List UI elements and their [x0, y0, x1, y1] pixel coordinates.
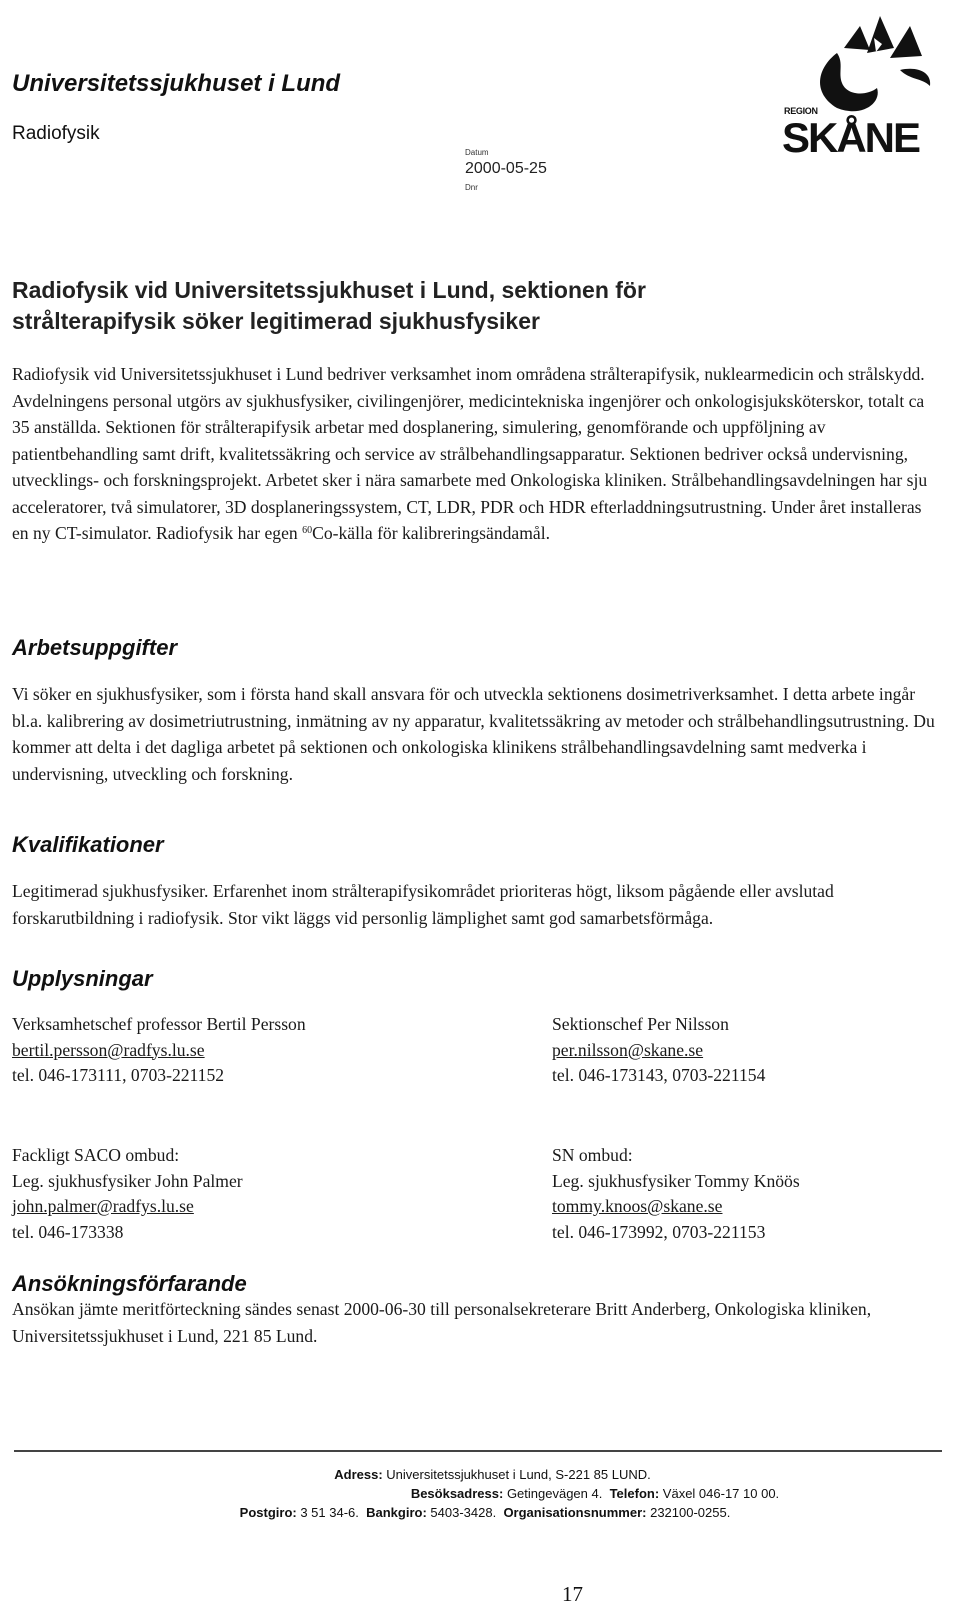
arbetsuppgifter-paragraph: [12, 681, 942, 787]
footer-visit: Getingevägen 4.: [506, 1486, 603, 1501]
contact-phone: tel. 046-173111, 0703-221152: [12, 1065, 225, 1085]
contact-role: Leg. sjukhusfysiker John Palmer: [12, 1170, 243, 1191]
contact-email-link[interactable]: per.nilsson@skane.se: [552, 1039, 704, 1060]
contact-email-link[interactable]: bertil.persson@radfys.lu.se: [12, 1039, 205, 1060]
intro-paragraph: [12, 361, 942, 547]
arbetsuppgifter-text: Vi söker en sjukhusfysiker, som i första hand skall ansvara för och utveckla sektionens dosimetriverksamhet. I detta arbete ingår bl.a. kalibrering av dosimetriutrustning, inmätning av ny apparatur, kvalitetssäkring av metoder och strålbehandlingsutrustning. Du kommer att delta i det dagliga arbetet på sektionen och onkologiska klinikens strålbehandlingsavdelning samt medverka i undervisning, utveckling och forskning.: [12, 684, 935, 784]
date-label: Datum: [465, 148, 489, 157]
contact-phone: tel. 046-173143, 0703-221154: [552, 1065, 766, 1085]
kvalifikationer-text: Legitimerad sjukhusfysiker. Erfarenhet inom strålterapifysikområdet prioriteras högt, liksom pågående eller avslutad forskarutbildning i radiofysik. Stor vikt läggs vid personlig lämplighet samt god samarbetsförmåga.: [12, 881, 834, 928]
footer-visit-label: Besöksadress:: [410, 1486, 504, 1501]
footer-postgiro: 3 51 34-6.: [300, 1505, 359, 1520]
title-line-1: Radiofysik vid Universitetssjukhuset i Lund, sektionen för: [12, 277, 646, 303]
contact-block: [552, 1012, 765, 1089]
footer-giro-line: [0, 1505, 960, 1520]
intro-text-tail: Co-källa för kalibreringsändamål.: [312, 523, 551, 543]
footer-orgnr: 232100-0255.: [650, 1505, 731, 1520]
footer-phone: Växel 046-17 10 00.: [662, 1486, 780, 1501]
section-heading-upplysningar: Upplysningar: [12, 966, 153, 991]
contact-title: Fackligt SACO ombud:: [12, 1145, 180, 1165]
ansokningsforfarande-text: Ansökan jämte meritförteckning sändes senast 2000-06-30 till personalsekreterare Britt Anderberg, Onkologiska kliniken, Universitetssjukhuset i Lund, 221 85 Lund.: [12, 1299, 872, 1346]
section-heading-kvalifikationer: Kvalifikationer: [12, 832, 164, 857]
page-number: 17: [562, 1582, 583, 1606]
section-heading-ansokningsforfarande: Ansökningsförfarande: [12, 1271, 247, 1296]
region-skane-logo: [782, 8, 942, 161]
footer-bankgiro: 5403-3428.: [430, 1505, 497, 1520]
footer-address: Universitetssjukhuset i Lund, S-221 85 LUND.: [386, 1467, 651, 1482]
footer-divider: [14, 1450, 942, 1452]
isotope-superscript: 60: [302, 525, 313, 536]
griffin-emblem-icon: [782, 8, 942, 118]
footer-address-label: Adress:: [334, 1467, 383, 1482]
contact-email-link[interactable]: john.palmer@radfys.lu.se: [12, 1196, 194, 1216]
page-title: [12, 275, 912, 337]
contact-role: Verksamhetschef professor Bertil Persson: [12, 1014, 306, 1034]
footer-visit-line: [0, 1486, 960, 1501]
ansokningsforfarande-paragraph: [12, 1296, 942, 1349]
department-name: Radiofysik: [12, 123, 100, 144]
contact-title: SN ombud:: [552, 1145, 633, 1165]
section-heading-arbetsuppgifter: Arbetsuppgifter: [12, 635, 177, 660]
logo-region-text: REGION: [784, 106, 818, 116]
logo-name-text: SKÅNE: [782, 114, 920, 161]
contact-email-link[interactable]: tommy.knoos@skane.se: [552, 1196, 723, 1216]
footer-postgiro-label: Postgiro:: [239, 1505, 297, 1520]
contact-block: [12, 1143, 243, 1245]
title-line-2: strålterapifysik söker legitimerad sjukhusfysiker: [12, 308, 540, 334]
dnr-label: Dnr: [465, 183, 478, 192]
contact-phone: tel. 046-173338: [12, 1221, 124, 1242]
organization-name: Universitetssjukhuset i Lund: [12, 70, 341, 97]
contact-phone: tel. 046-173992, 0703-221153: [552, 1221, 766, 1242]
footer-orgnr-label: Organisationsnummer:: [503, 1505, 647, 1520]
contact-block: [12, 1012, 306, 1089]
contact-block: [552, 1143, 800, 1245]
contact-role: Sektionschef Per Nilsson: [552, 1014, 729, 1034]
document-date: 2000-05-25: [465, 160, 547, 177]
footer-address-line: [0, 1467, 960, 1482]
footer-phone-label: Telefon:: [609, 1486, 660, 1501]
footer-bankgiro-label: Bankgiro:: [366, 1505, 427, 1520]
intro-text: Radiofysik vid Universitetssjukhuset i Lund bedriver verksamhet inom områdena strålterapifysik, nuklearmedicin och strålskydd. Avdelningens personal utgörs av sjukhusfysiker, civilingenjörer, medicintekniska ingenjörer och onkologisjuksköterskor, totalt ca 35 anställda. Sektionen för strålterapifysik arbetar med dosplanering, simulering, genomförande och uppföljning av patientbehandling samt drift, kvalitetssäkring och service av strålbehandlingsapparatur. Sektionen bedriver också undervisning, utvecklings- och forskningsprojekt. Arbetet sker i nära samarbete med Onkologiska kliniken. Strålbehandlingsavdelningen har sju acceleratorer, två simulatorer, 3D dosplaneringssystem, CT, LDR, PDR och HDR efterladdningsutrustning. Under året installeras en ny CT-simulator. Radiofysik har egen: [12, 364, 928, 543]
kvalifikationer-paragraph: [12, 878, 942, 931]
contact-role: Leg. sjukhusfysiker Tommy Knöös: [552, 1170, 800, 1191]
